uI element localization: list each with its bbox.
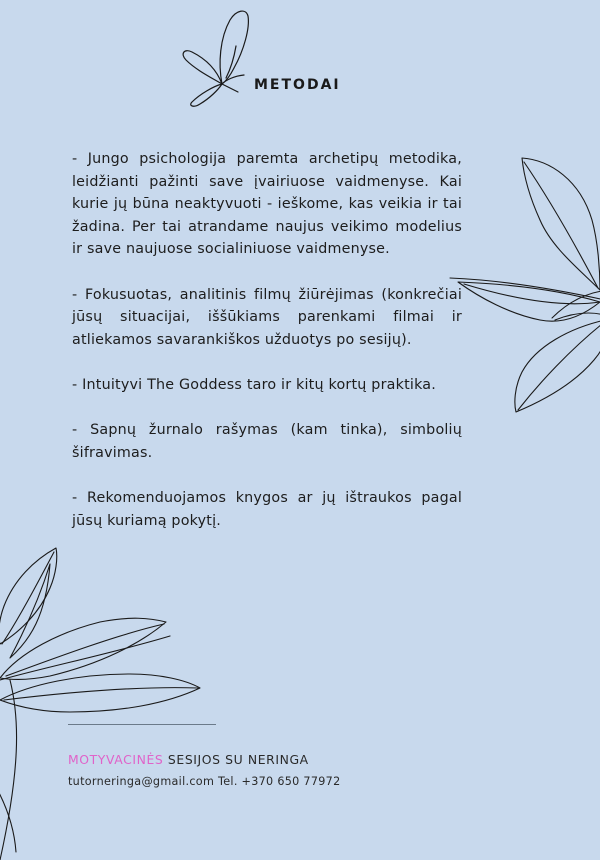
method-item: - Intuityvi The Goddess taro ir kitų kortų praktika. bbox=[72, 376, 437, 393]
footer-divider bbox=[68, 724, 216, 725]
footer-title bbox=[68, 752, 309, 767]
leaf-branch-right bbox=[440, 150, 600, 440]
methods-list bbox=[72, 148, 462, 555]
method-item: - Rekomenduojamos knygos ar jų ištraukos pagal jūsų kuriamą pokytį. bbox=[72, 489, 462, 529]
method-item: - Sapnų žurnalo rašymas (kam tinka), simbolių šifravimas. bbox=[72, 422, 462, 461]
footer-contact: tutorneringa@gmail.com Tel. +370 650 77972 bbox=[68, 775, 341, 788]
method-item: - Jungo psichologija paremta archetipų metodika, leidžianti pažinti save įvairiuose vaidmenyse. Kai kurie jų būna neaktyvuoti - ieškome, kas veikia ir tai žadina. Per tai atrandame naujus veikimo modelius ir save naujuose socialiniuose vaidmenyse. bbox=[72, 151, 462, 258]
page-title: METODAI bbox=[254, 77, 341, 93]
footer-title-rest: SESIJOS SU NERINGA bbox=[163, 752, 309, 767]
leaf-branch-left bbox=[0, 540, 240, 860]
butterfly-icon bbox=[178, 8, 258, 108]
footer-title-accent: MOTYVACINĖS bbox=[68, 752, 164, 767]
method-item: - Fokusuotas, analitinis filmų žiūrėjimas (konkrečiai jūsų situacijai, iššūkiams parenkami filmai ir atliekamos savarankiškos užduotys po sesijų). bbox=[72, 286, 462, 348]
